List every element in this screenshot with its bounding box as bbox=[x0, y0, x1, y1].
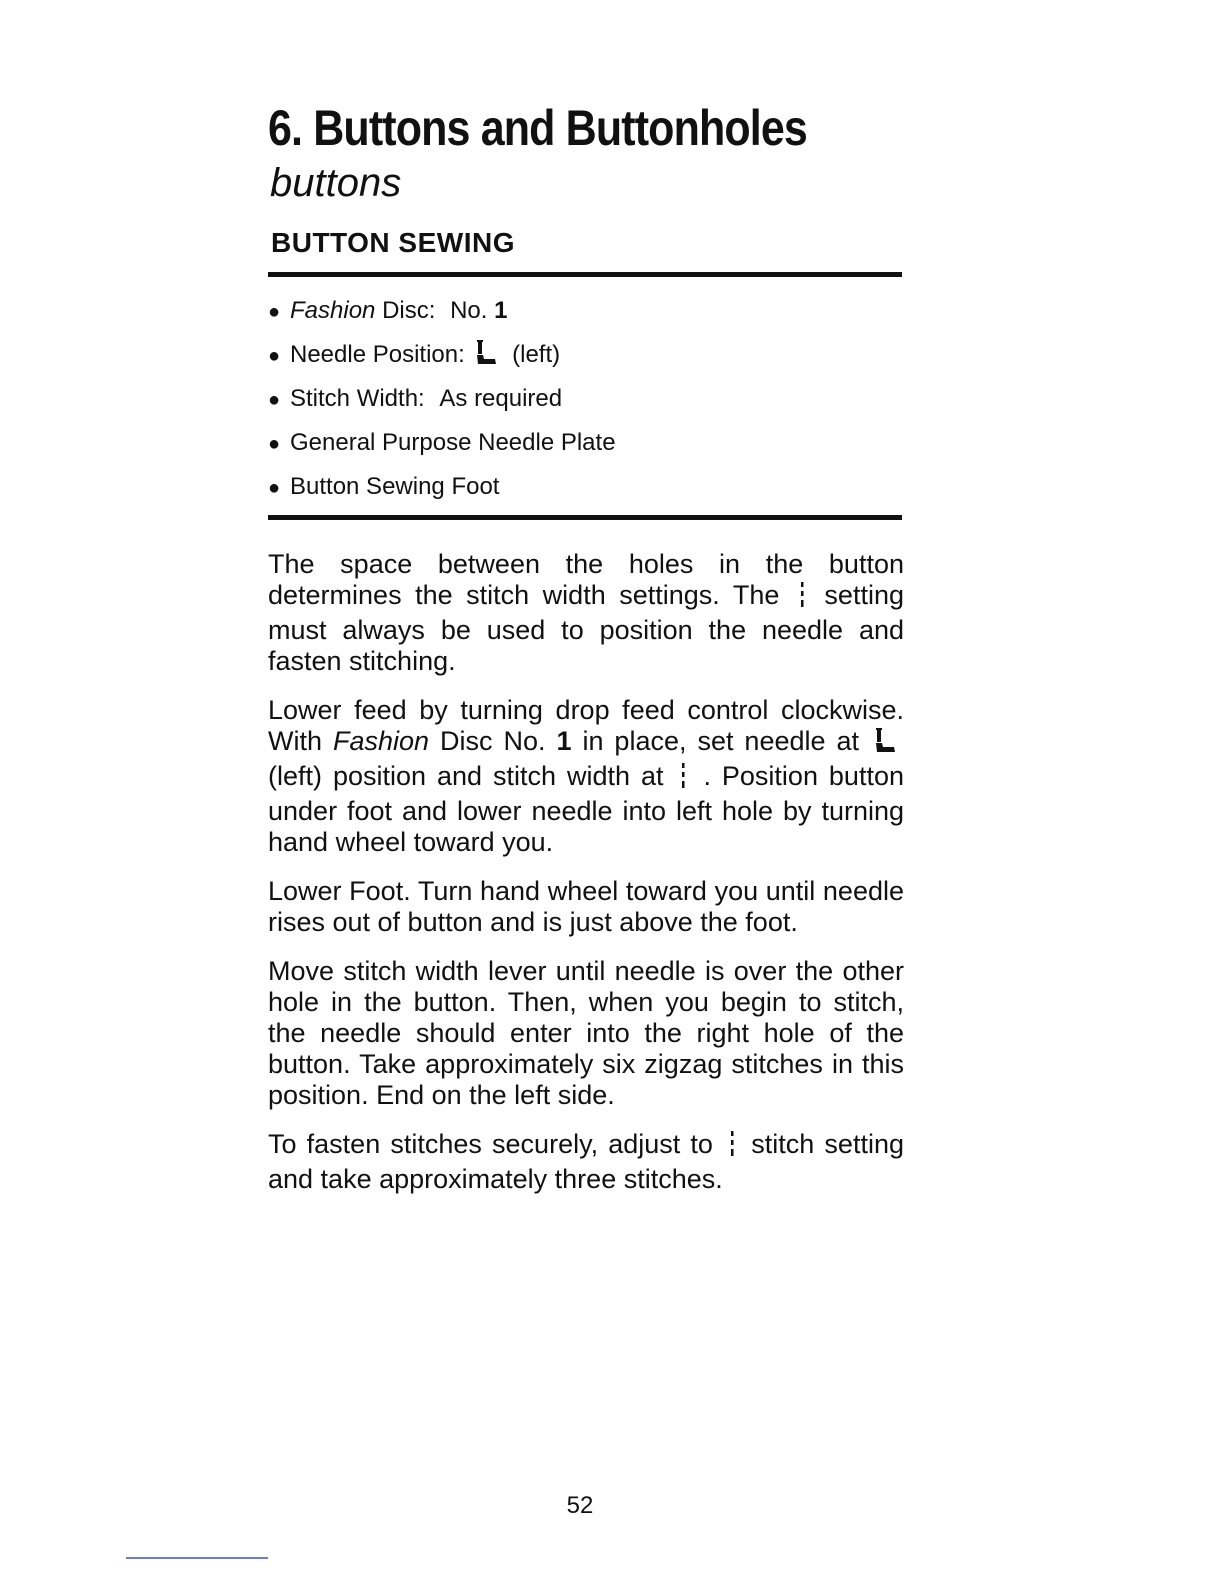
bullet-icon: ● bbox=[268, 477, 281, 499]
page-number: 52 bbox=[566, 1492, 594, 1519]
needle-left-icon bbox=[475, 340, 497, 374]
paragraph-4: Move stitch width lever until needle is over the other hole in the button. Then, when you begin to stitch, the needle should enter into the right hole of the button. Take approximately six zigzag stitches in this position. End on the left side. bbox=[268, 956, 904, 1110]
paragraph-2-text-d: (left) position and stitch width at bbox=[268, 761, 664, 791]
bullet-icon: ● bbox=[268, 389, 281, 411]
spec-disc-value-prefix: No. bbox=[450, 297, 488, 324]
spec-disc-label: Disc: bbox=[382, 297, 436, 324]
paragraph-2-text-e: . Position button under foot and lower needle into left hole by turning hand wheel toward you. bbox=[268, 761, 904, 857]
spec-needle-plate-label: General Purpose Needle Plate bbox=[290, 429, 616, 456]
spec-needle-position bbox=[268, 340, 616, 384]
scan-mark bbox=[126, 1557, 268, 1559]
straight-stitch-setting-icon bbox=[799, 582, 805, 615]
paragraph-2-text-a: Lower feed by turning drop feed control clockwise. With bbox=[268, 695, 904, 756]
spec-disc bbox=[268, 296, 616, 340]
paragraph-2-disc-number: 1 bbox=[556, 726, 572, 756]
spec-disc-label-em: Fashion bbox=[290, 297, 376, 324]
paragraph-3: Lower Foot. Turn hand wheel toward you until needle rises out of button and is just above the foot. bbox=[268, 876, 904, 937]
top-rule bbox=[268, 272, 902, 277]
page-title: 6. Buttons and Buttonholes bbox=[268, 100, 807, 156]
paragraph-1-text-b: setting must always be used to position the needle and fasten stitching. bbox=[268, 580, 904, 676]
spec-foot-label: Button Sewing Foot bbox=[290, 473, 500, 500]
bullet-icon: ● bbox=[268, 433, 281, 455]
spec-stitch-width-value: As required bbox=[439, 385, 563, 412]
paragraph-1 bbox=[268, 549, 904, 677]
paragraph-5-text-a: To fasten stitches securely, adjust to bbox=[268, 1129, 713, 1159]
spec-needle-plate bbox=[268, 428, 616, 472]
instructions-body bbox=[268, 549, 904, 1213]
paragraph-2-text-c: in place, set needle at bbox=[582, 726, 859, 756]
page-subtitle: buttons bbox=[270, 161, 402, 205]
settings-list bbox=[268, 296, 616, 516]
spec-foot bbox=[268, 472, 616, 516]
paragraph-2 bbox=[268, 695, 904, 858]
bottom-rule bbox=[268, 515, 902, 520]
bullet-icon: ● bbox=[268, 301, 281, 323]
spec-needle-position-label: Needle Position: bbox=[290, 341, 465, 368]
spec-stitch-width-label: Stitch Width: bbox=[290, 385, 425, 412]
paragraph-2-fashion: Fashion bbox=[332, 726, 430, 756]
paragraph-1-text-a: The space between the holes in the button determines the stitch width settings. The bbox=[268, 549, 904, 610]
paragraph-5-text-b: stitch setting and take approximately three stitches. bbox=[268, 1129, 904, 1194]
straight-stitch-setting-icon bbox=[729, 1131, 735, 1164]
section-heading: BUTTON SEWING bbox=[271, 227, 515, 258]
spec-disc-value: 1 bbox=[494, 297, 508, 324]
paragraph-5 bbox=[268, 1129, 904, 1195]
straight-stitch-setting-icon bbox=[680, 763, 686, 796]
spec-stitch-width bbox=[268, 384, 616, 428]
spec-needle-position-value: (left) bbox=[512, 341, 561, 368]
paragraph-2-text-b: Disc No. bbox=[440, 726, 546, 756]
bullet-icon: ● bbox=[268, 345, 281, 367]
needle-left-icon bbox=[874, 728, 896, 761]
